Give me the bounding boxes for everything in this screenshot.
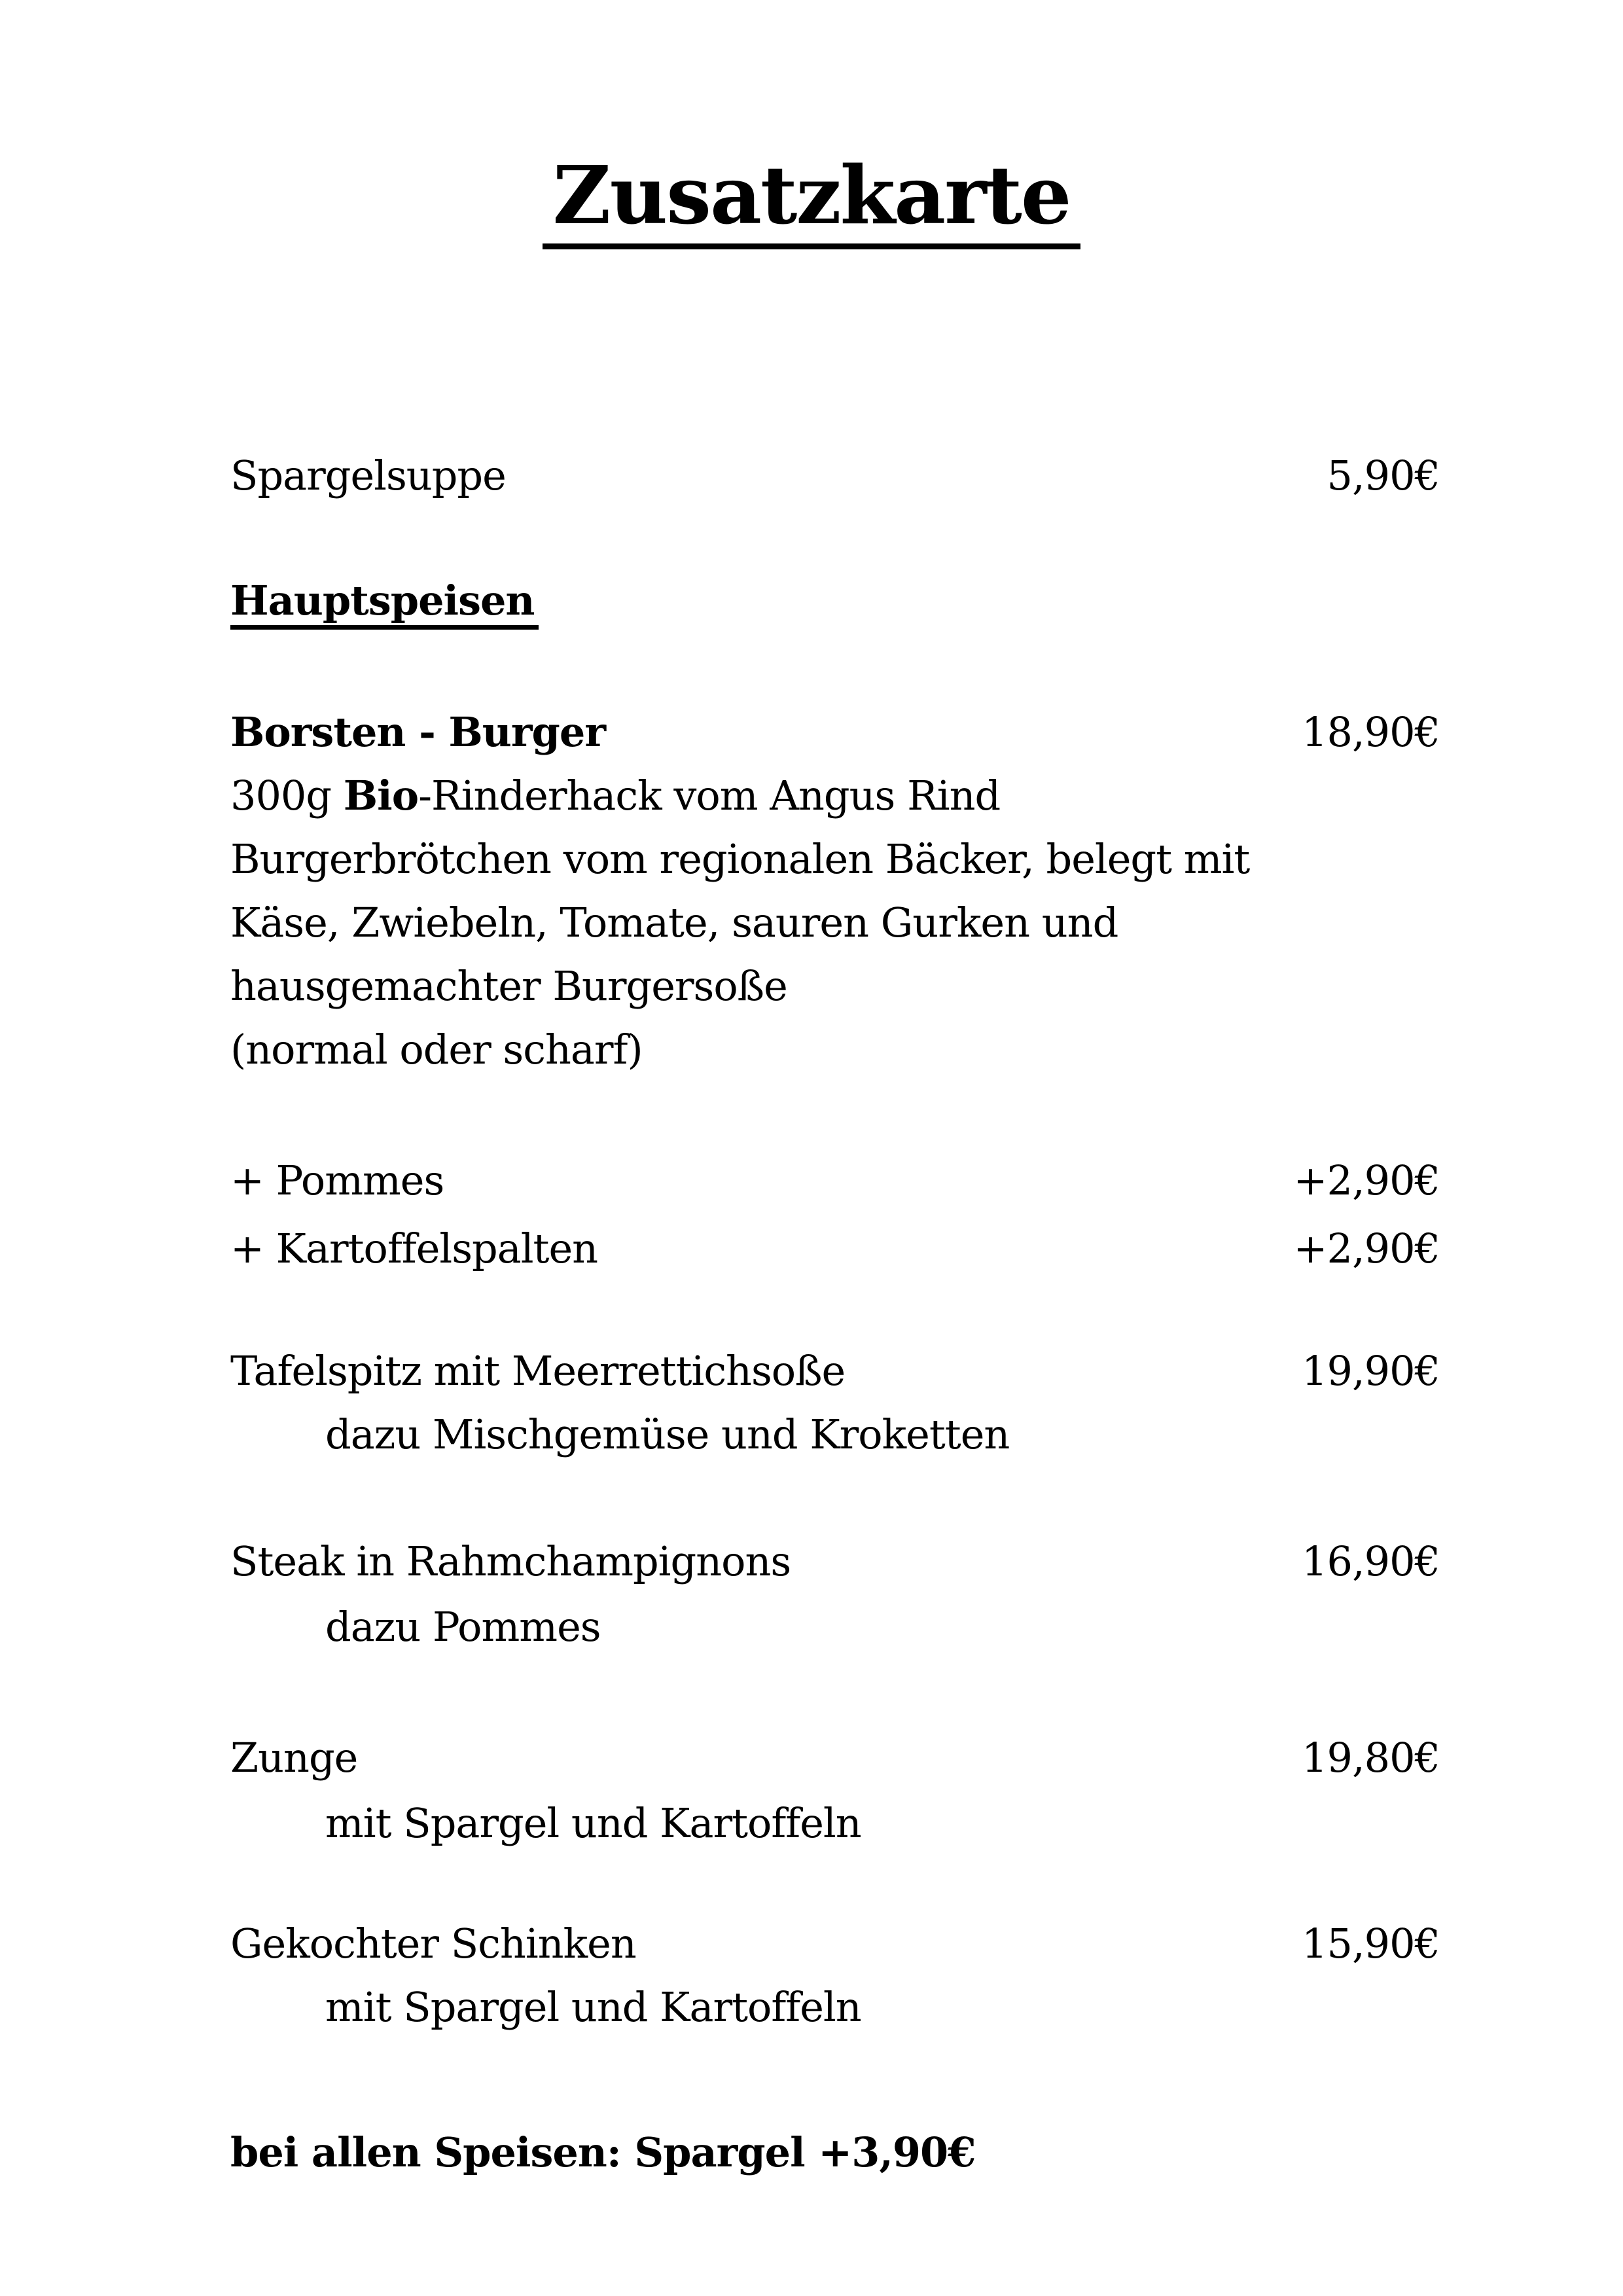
description-text: mit Spargel und Kartoffeln xyxy=(325,1799,861,1847)
item-name: Gekochter Schinken xyxy=(230,1920,636,1967)
section-heading xyxy=(230,579,1440,630)
item-description-line xyxy=(325,1799,1440,1847)
item-name: Borsten - Burger xyxy=(230,708,605,756)
item-price: +2,90€ xyxy=(1293,1225,1440,1272)
menu-item-row xyxy=(230,1227,1440,1270)
description-text: dazu Mischgemüse und Kroketten xyxy=(325,1410,1010,1458)
description-part: -Rinderhack vom Angus Rind xyxy=(418,772,1001,819)
page-title xyxy=(0,148,1623,249)
item-description-line xyxy=(230,1028,1440,1071)
menu-note xyxy=(230,2128,1440,2176)
page-title-text: Zusatzkarte xyxy=(543,152,1081,249)
item-price: 19,90€ xyxy=(1302,1347,1440,1395)
menu-item-row xyxy=(230,1537,1440,1585)
item-description-line xyxy=(325,1605,1440,1649)
description-text: Burgerbrötchen vom regionalen Bäcker, belegt mit xyxy=(230,835,1250,883)
item-price: 16,90€ xyxy=(1302,1537,1440,1585)
menu-item-row xyxy=(230,454,1440,497)
description-text: mit Spargel und Kartoffeln xyxy=(325,1983,861,2031)
description-text: (normal oder scharf) xyxy=(230,1026,643,1073)
note-text: bei allen Speisen: Spargel +3,90€ xyxy=(230,2128,976,2176)
item-name: Zunge xyxy=(230,1734,358,1782)
description-part-bold: Bio xyxy=(343,772,419,819)
description-text: dazu Pommes xyxy=(325,1603,601,1651)
menu-item-row xyxy=(230,1347,1440,1395)
item-name: Steak in Rahmchampignons xyxy=(230,1537,791,1585)
item-price: 5,90€ xyxy=(1327,452,1440,499)
item-price: 15,90€ xyxy=(1302,1920,1440,1967)
item-name: + Pommes xyxy=(230,1157,444,1204)
description-text xyxy=(230,774,1000,817)
item-price: 19,80€ xyxy=(1302,1734,1440,1782)
item-description-line xyxy=(230,835,1440,883)
item-description-line xyxy=(325,1410,1440,1458)
item-name: Spargelsuppe xyxy=(230,452,506,499)
item-price: +2,90€ xyxy=(1293,1157,1440,1204)
description-text: Käse, Zwiebeln, Tomate, sauren Gurken und xyxy=(230,899,1118,946)
description-text: hausgemachter Burgersoße xyxy=(230,962,787,1010)
item-description-line xyxy=(325,1983,1440,2031)
item-description-line xyxy=(230,962,1440,1010)
item-description-line xyxy=(230,901,1440,944)
menu-item-row xyxy=(230,1736,1440,1780)
item-name: + Kartoffelspalten xyxy=(230,1225,598,1272)
description-part: 300g xyxy=(230,772,344,819)
section-heading-text: Hauptspeisen xyxy=(230,579,539,630)
item-price: 18,90€ xyxy=(1302,708,1440,756)
menu-item-row xyxy=(230,708,1440,756)
item-name: Tafelspitz mit Meerrettichsoße xyxy=(230,1347,846,1395)
menu-item-row xyxy=(230,1159,1440,1202)
menu-item-row xyxy=(230,1922,1440,1965)
item-description-line xyxy=(230,774,1440,817)
